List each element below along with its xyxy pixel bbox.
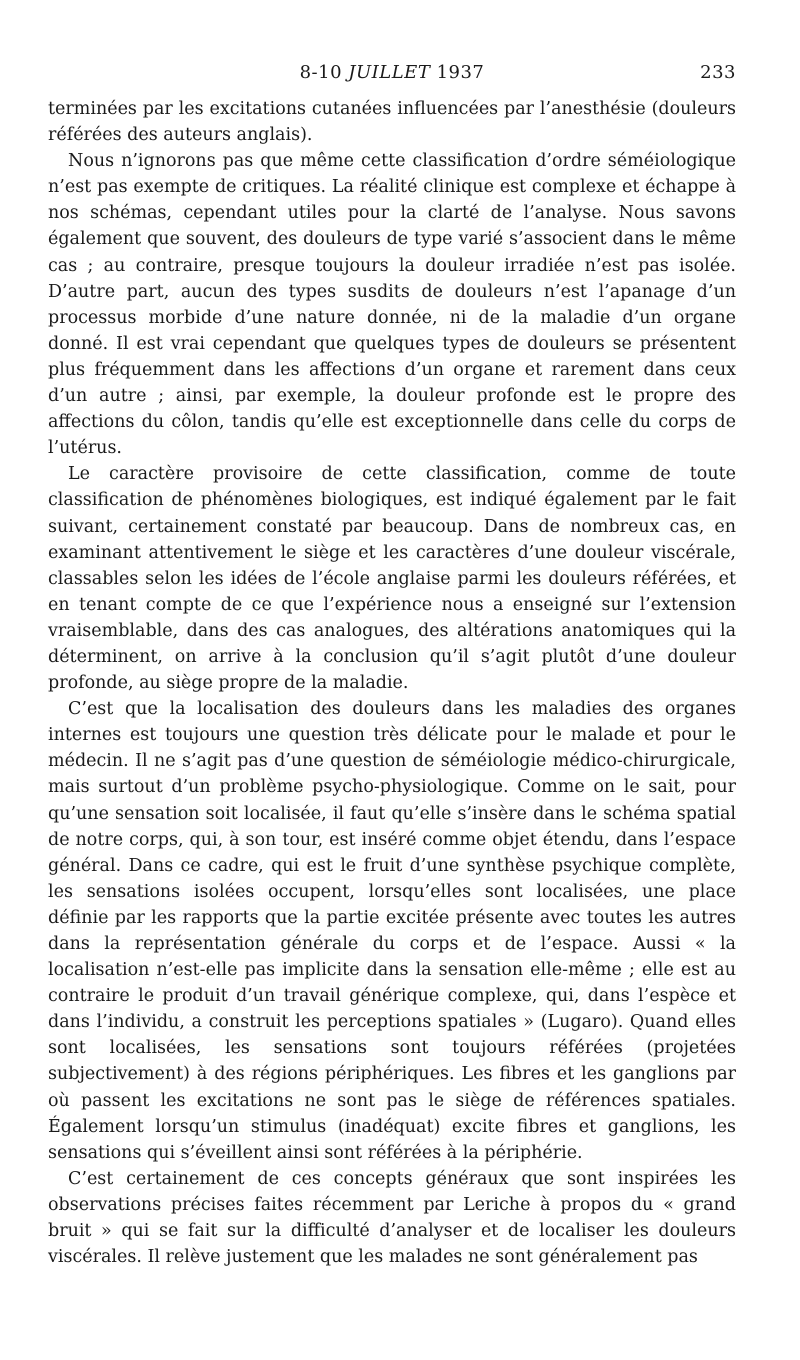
running-head-date [48, 62, 736, 83]
paragraph-continued: terminées par les excitations cutanées influencées par l’anesthésie (douleurs référées des auteurs anglais). [48, 99, 736, 146]
article-body [48, 96, 736, 1270]
paragraph-leriche: C’est certainement de ces concepts généraux que sont inspirées les observations précises faites récemment par Leriche à propos du « grand bruit » qui se fait sur la difficulté d’analyser et de localiser les douleurs viscérales. Il relève justement que les malades ne sont généralement pas [48, 1168, 736, 1268]
date-prefix: 8-10 [299, 62, 343, 83]
paragraph-provisional-character: Le caractère provisoire de cette classification, comme de toute classification de phénomènes biologiques, est indiqué également par le fait suivant, certainement constaté par beaucoup. Dans de nombreux cas, en examinant attentivement le siège et les caractères d’une douleur viscérale, classables selon les idées de l’école anglaise parmi les douleurs référées, et en tenant compte de ce que l’expérience nous a enseigné sur l’extension vraisemblable, dans des cas analogues, des altérations anatomiques qui la déterminent, on arrive à la conclusion qu’il s’agit plutôt d’une douleur profonde, au siège propre de la maladie. [48, 464, 736, 694]
running-head [48, 58, 736, 88]
paragraph-localisation: C’est que la localisation des douleurs dans les maladies des organes internes est toujours une question très délicate pour le malade et pour le médecin. Il ne s’agit pas d’une question de séméiologie médico-chirurgicale, mais surtout d’un problème psycho-physiologique. Comme on le sait, pour qu’une sensation soit localisée, il faut qu’elle s’insère dans le schéma spatial de notre corps, qui, à son tour, est inséré comme objet étendu, dans l’espace général. Dans ce cadre, qui est le fruit d’une synthèse psychique complète, les sensations isolées occupent, lorsqu’elles sont localisées, une place définie par les rapports que la partie excitée présente avec toutes les autres dans la représentation générale du corps et de l’espace. Aussi « la localisation n’est-elle pas implicite dans la sensation elle-même ; elle est au contraire le produit d’un travail générique complexe, qui, dans l’espèce et dans l’individu, a construit les perceptions spatiales » (Lugaro). Quand elles sont localisées, les sensations sont toujours référées (projetées subjectivement) à des régions périphériques. Les fibres et les ganglions par où passent les excitations ne sont pas le siège de références spatiales. Également lorsqu’un stimulus (inadéquat) excite fibres et ganglions, les sensations qui s’éveillent ainsi sont référées à la périphérie. [48, 699, 736, 1163]
page-number: 233 [700, 62, 736, 83]
date-month: JUILLET [348, 62, 431, 83]
journal-page [48, 58, 736, 1270]
paragraph-classification-critique: Nous n’ignorons pas que même cette classification d’ordre séméiologique n’est pas exempte de critiques. La réalité clinique est complexe et échappe à nos schémas, cependant utiles pour la clarté de l’analyse. Nous savons également que souvent, des douleurs de type varié s’associent dans le même cas ; au contraire, presque toujours la douleur irradiée n’est pas isolée. D’autre part, aucun des types susdits de douleurs n’est l’apanage d’un processus morbide d’une nature donnée, ni de la maladie d’un organe donné. Il est vrai cependant que quelques types de douleurs se présentent plus fréquemment dans les affections d’un organe et rarement dans ceux d’un autre ; ainsi, par exemple, la douleur profonde est le propre des affections du côlon, tandis qu’elle est exceptionnelle dans celle du corps de l’utérus. [48, 151, 736, 459]
date-year: 1937 [436, 62, 485, 83]
